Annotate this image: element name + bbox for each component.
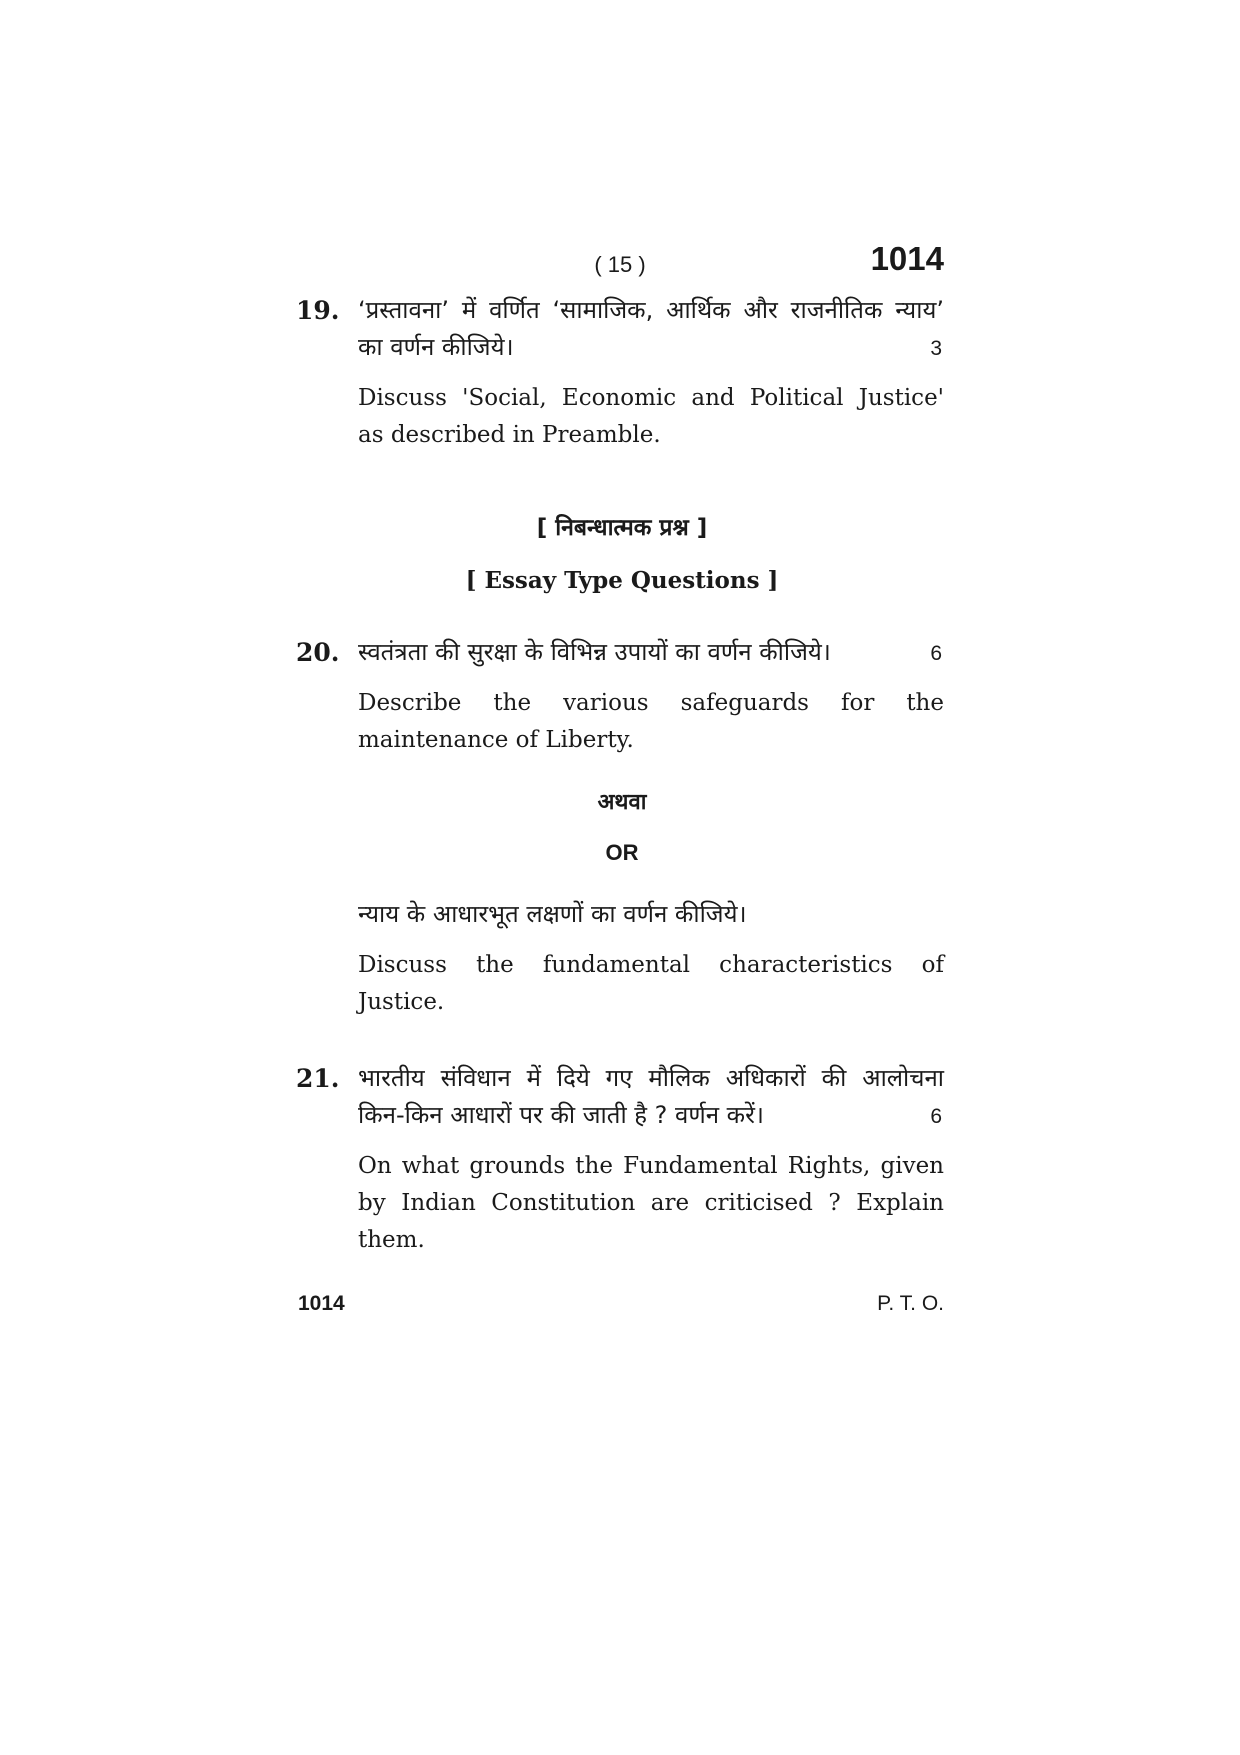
paper-code-header: 1014 bbox=[870, 240, 944, 277]
question-21-hindi-line2: किन-किन आधारों पर की जाती है ? वर्णन करें। bbox=[358, 1101, 765, 1129]
page-number: ( 15 ) bbox=[594, 252, 646, 277]
question-21-hindi-row2 bbox=[358, 1097, 944, 1134]
or-hindi: अथवा bbox=[597, 790, 647, 815]
question-20-marks: 6 bbox=[930, 642, 942, 665]
section-heading-english: [ Essay Type Questions ] bbox=[465, 567, 779, 594]
question-number-20: 20. bbox=[296, 638, 340, 667]
question-21 bbox=[358, 1060, 944, 1259]
question-20-english-line1: Describe the various safeguards for the bbox=[358, 690, 944, 716]
question-21-english-line2: by Indian Constitution are criticised ? Explain bbox=[358, 1190, 944, 1216]
question-20 bbox=[358, 634, 944, 759]
question-21-english-line3: them. bbox=[358, 1227, 425, 1253]
question-20-alt-hindi: न्याय के आधारभूत लक्षणों का वर्णन कीजिये। bbox=[358, 900, 747, 928]
question-20-hindi-row bbox=[358, 634, 944, 671]
question-20-hindi: स्वतंत्रता की सुरक्षा के विभिन्न उपायों का वर्णन कीजिये। bbox=[358, 638, 831, 666]
question-21-hindi-line1: भारतीय संविधान में दिये गए मौलिक अधिकारों की आलोचना bbox=[358, 1064, 944, 1092]
question-19-english bbox=[358, 380, 944, 454]
question-19-hindi-row2 bbox=[358, 329, 944, 366]
question-20-english-line2: maintenance of Liberty. bbox=[358, 727, 634, 753]
question-19-english-line1: Discuss 'Social, Economic and Political Justice' bbox=[358, 385, 944, 411]
question-19-marks: 3 bbox=[930, 337, 942, 360]
question-20-alt-english-line2: Justice. bbox=[358, 989, 445, 1015]
question-21-marks: 6 bbox=[930, 1105, 942, 1128]
section-heading-hindi: [ निबन्धात्मक प्रश्न ] bbox=[536, 515, 708, 541]
question-20-alt-english bbox=[358, 947, 944, 1021]
or-english: OR bbox=[605, 840, 639, 865]
question-21-english bbox=[358, 1148, 944, 1259]
question-19 bbox=[358, 292, 944, 454]
question-19-hindi-line2: का वर्णन कीजिये। bbox=[358, 333, 514, 361]
question-20-alt-english-line1: Discuss the fundamental characteristics of bbox=[358, 952, 944, 978]
paper-code-footer: 1014 bbox=[298, 1292, 345, 1315]
question-19-hindi-line1: ‘प्रस्तावना’ में वर्णित ‘सामाजिक, आर्थिक और राजनीतिक न्याय’ bbox=[358, 296, 944, 324]
question-20-alternative bbox=[358, 896, 944, 1021]
question-21-english-line1: On what grounds the Fundamental Rights, given bbox=[358, 1153, 944, 1179]
question-number-19: 19. bbox=[296, 296, 340, 325]
please-turn-over: P. T. O. bbox=[877, 1292, 944, 1315]
question-number-21: 21. bbox=[296, 1064, 340, 1093]
question-19-english-line2: as described in Preamble. bbox=[358, 422, 661, 448]
question-20-english bbox=[358, 685, 944, 759]
